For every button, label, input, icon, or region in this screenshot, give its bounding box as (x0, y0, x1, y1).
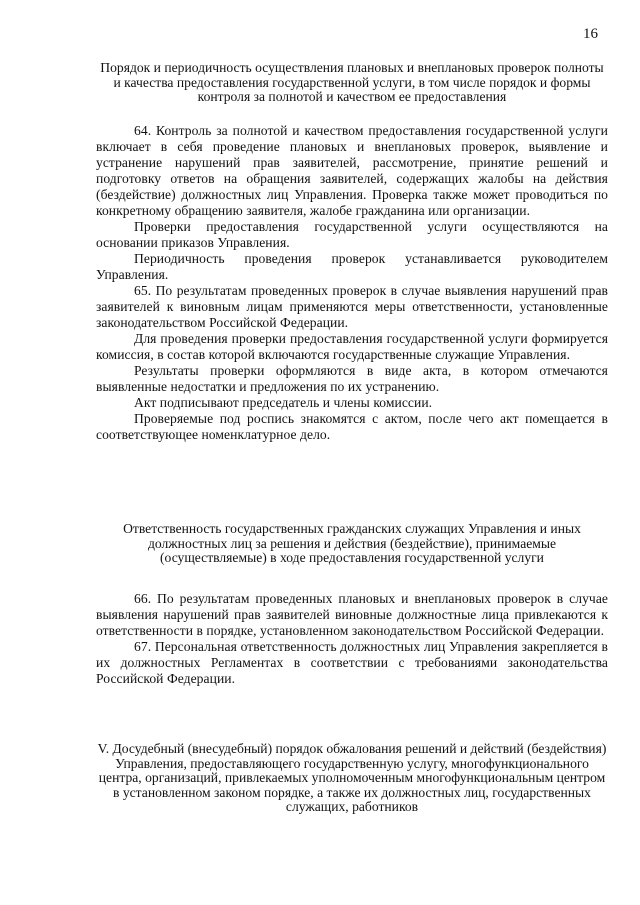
section-heading-appeal: V. Досудебный (внесудебный) порядок обжалования решений и действий (бездействия) Управления, предоставляющего государственную услугу, многофункционального центра, организаций, привлекаемых уполномоченным многофункциональным центром в установленном законом порядке, а также их должностных лиц, государственных служащих, работников (97, 741, 607, 815)
section-body-monitoring (96, 123, 608, 443)
paragraph-commission: Для проведения проверки предоставления государственной услуги формируется комиссия, в состав которой включаются государственные служащие Управления. (96, 331, 608, 362)
paragraph-act-signing: Акт подписывают председатель и члены комиссии. (134, 395, 433, 410)
section-heading-monitoring: Порядок и периодичность осуществления плановых и внеплановых проверок полноты и качества предоставления государственной услуги, в том числе порядок и формы контроля за полнотой и качеством ее предоставления (100, 60, 604, 105)
paragraph-66: 66. По результатам проведенных плановых и внеплановых проверок в случае выявления нарушений прав заявителей виновные должностные лица привлекаются к ответственности в порядке, установленном законодательством Российской Федерации. (96, 591, 608, 638)
section-heading-responsibility: Ответственность государственных гражданских служащих Управления и иных должностных лиц за решения и действия (бездействие), принимаемые (осуществляемые) в ходе предоставления государственной услуги (123, 521, 581, 566)
paragraph-67: 67. Персональная ответственность должностных лиц Управления закрепляется в их должностных Регламентах в соответствии с требованиями законодательства Российской Федерации. (96, 639, 608, 686)
paragraph-inspection-act: Результаты проверки оформляются в виде акта, в котором отмечаются выявленные недостатки и предложения по их устранению. (96, 363, 608, 394)
page-number: 16 (583, 26, 598, 42)
paragraph-64: 64. Контроль за полнотой и качеством предоставления государственной услуги включает в себя проведение плановых и внеплановых проверок, выявление и устранение нарушений прав заявителей, рассмотрение, принятие решений и подготовку ответов на обращения заявителей, содержащих жалобы на действия (бездействие) должностных лиц Управления. Проверка также может проводиться по конкретному обращению заявителя, жалобе гражданина или организации. (96, 123, 608, 218)
paragraph-inspection-basis: Проверки предоставления государственной услуги осуществляются на основании приказов Управления. (96, 219, 608, 250)
paragraph-65: 65. По результатам проведенных проверок в случае выявления нарушений прав заявителей к виновным лицам применяются меры ответственности, установленные законодательством Российской Федерации. (96, 283, 608, 330)
paragraph-inspection-frequency: Периодичность проведения проверок устанавливается руководителем Управления. (96, 251, 608, 282)
paragraph-act-familiarization: Проверяемые под роспись знакомятся с актом, после чего акт помещается в соответствующее номенклатурное дело. (96, 411, 608, 442)
section-body-responsibility (96, 591, 608, 687)
